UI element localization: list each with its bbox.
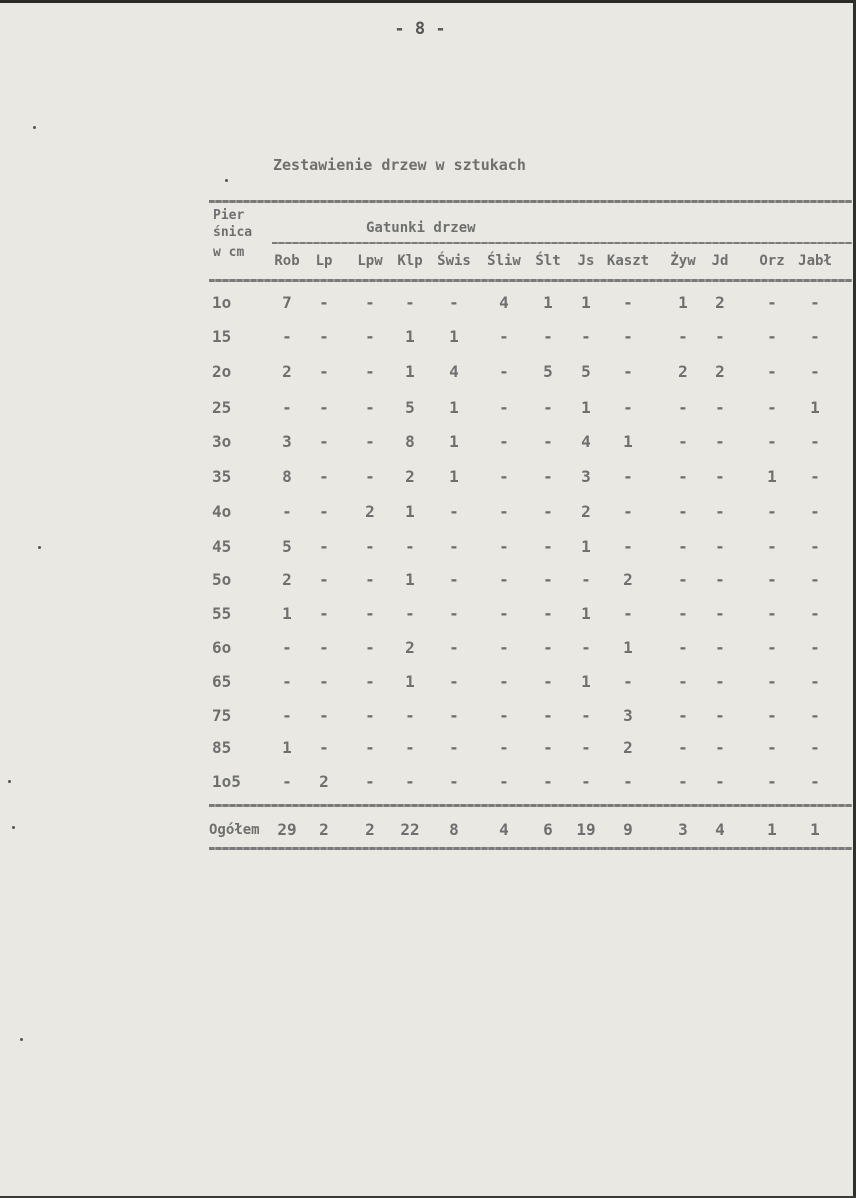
table-cell: 1 bbox=[581, 537, 591, 556]
table-cell: - bbox=[319, 738, 329, 757]
table-cell: - bbox=[810, 706, 820, 725]
table-cell: - bbox=[678, 327, 688, 346]
table-top-rule bbox=[209, 200, 852, 203]
table-cell: - bbox=[623, 604, 633, 623]
table-cell: - bbox=[715, 738, 725, 757]
table-cell: - bbox=[810, 604, 820, 623]
table-cell: - bbox=[319, 293, 329, 312]
table-cell: - bbox=[543, 432, 553, 451]
table-cell: 2 bbox=[678, 362, 688, 381]
table-cell: - bbox=[767, 293, 777, 312]
table-cell: - bbox=[365, 638, 375, 657]
table-bottom-rule bbox=[209, 847, 852, 850]
table-cell: - bbox=[715, 638, 725, 657]
table-cell: - bbox=[449, 293, 459, 312]
table-cell: - bbox=[449, 604, 459, 623]
diameter-header-line: śnica bbox=[213, 225, 253, 240]
table-cell: - bbox=[319, 467, 329, 486]
table-cell: - bbox=[319, 502, 329, 521]
table-cell: - bbox=[499, 537, 509, 556]
table-cell: 2 bbox=[715, 362, 725, 381]
species-column-header: Kaszt bbox=[606, 253, 650, 269]
totals-cell: 8 bbox=[449, 820, 459, 839]
table-cell: - bbox=[499, 502, 509, 521]
table-cell: - bbox=[282, 398, 292, 417]
species-column-header: Lpw bbox=[357, 253, 383, 269]
table-cell: - bbox=[365, 706, 375, 725]
table-cell: - bbox=[767, 327, 777, 346]
species-column-header: Klp bbox=[397, 253, 423, 269]
table-cell: 1 bbox=[767, 467, 777, 486]
table-cell: - bbox=[678, 738, 688, 757]
table-cell: - bbox=[449, 502, 459, 521]
table-cell: - bbox=[810, 570, 820, 589]
species-column-header: Lp bbox=[315, 253, 333, 269]
table-cell: 5 bbox=[581, 362, 591, 381]
diameter-cell: 25 bbox=[212, 398, 232, 417]
table-cell: 1 bbox=[581, 672, 591, 691]
table-cell: - bbox=[767, 537, 777, 556]
table-cell: - bbox=[449, 537, 459, 556]
totals-cell: 22 bbox=[400, 820, 420, 839]
totals-cell: 1 bbox=[767, 820, 777, 839]
table-cell: - bbox=[623, 362, 633, 381]
table-cell: 1 bbox=[405, 502, 415, 521]
table-cell: - bbox=[319, 537, 329, 556]
table-cell: - bbox=[405, 738, 415, 757]
table-cell: - bbox=[623, 293, 633, 312]
totals-cell: 2 bbox=[319, 820, 329, 839]
table-cell: - bbox=[810, 432, 820, 451]
table-cell: - bbox=[365, 293, 375, 312]
table-cell: - bbox=[543, 772, 553, 791]
table-cell: - bbox=[581, 638, 591, 657]
table-cell: - bbox=[678, 398, 688, 417]
table-cell: - bbox=[678, 502, 688, 521]
diameter-cell: 6o bbox=[212, 638, 232, 657]
table-cell: - bbox=[499, 398, 509, 417]
table-cell: - bbox=[810, 638, 820, 657]
table-cell: - bbox=[365, 672, 375, 691]
table-cell: - bbox=[319, 638, 329, 657]
table-cell: - bbox=[319, 570, 329, 589]
table-cell: 1 bbox=[581, 604, 591, 623]
totals-cell: 3 bbox=[678, 820, 688, 839]
table-cell: - bbox=[499, 638, 509, 657]
table-cell: - bbox=[543, 604, 553, 623]
table-cell: - bbox=[319, 604, 329, 623]
diameter-header-line: w cm bbox=[213, 245, 245, 260]
table-cell: 4 bbox=[449, 362, 459, 381]
table-cell: - bbox=[810, 537, 820, 556]
table-cell: 2 bbox=[282, 570, 292, 589]
table-cell: - bbox=[623, 672, 633, 691]
table-cell: - bbox=[623, 502, 633, 521]
table-cell: 8 bbox=[405, 432, 415, 451]
header-bottom-rule bbox=[209, 279, 852, 282]
table-cell: - bbox=[715, 570, 725, 589]
table-cell: - bbox=[767, 570, 777, 589]
table-cell: 1 bbox=[810, 398, 820, 417]
table-cell: - bbox=[715, 604, 725, 623]
table-cell: - bbox=[810, 293, 820, 312]
table-cell: - bbox=[543, 672, 553, 691]
table-cell: - bbox=[810, 362, 820, 381]
table-cell: - bbox=[767, 398, 777, 417]
table-cell: - bbox=[499, 327, 509, 346]
table-cell: - bbox=[543, 537, 553, 556]
table-cell: 1 bbox=[623, 638, 633, 657]
table-cell: - bbox=[365, 398, 375, 417]
table-cell: 5 bbox=[282, 537, 292, 556]
table-cell: 2 bbox=[282, 362, 292, 381]
table-cell: 2 bbox=[623, 570, 633, 589]
table-cell: - bbox=[282, 638, 292, 657]
table-cell: 3 bbox=[623, 706, 633, 725]
species-column-header: Rob bbox=[274, 253, 300, 269]
table-cell: - bbox=[715, 706, 725, 725]
table-cell: 2 bbox=[405, 638, 415, 657]
table-cell: - bbox=[405, 706, 415, 725]
table-cell: 1 bbox=[678, 293, 688, 312]
table-cell: - bbox=[499, 362, 509, 381]
table-cell: - bbox=[678, 672, 688, 691]
table-cell: 1 bbox=[449, 398, 459, 417]
diameter-cell: 4o bbox=[212, 502, 232, 521]
diameter-cell: 75 bbox=[212, 706, 232, 725]
table-cell: - bbox=[767, 502, 777, 521]
table-cell: - bbox=[282, 327, 292, 346]
table-cell: - bbox=[365, 738, 375, 757]
table-cell: - bbox=[715, 398, 725, 417]
species-group-label: Gatunki drzew bbox=[366, 220, 476, 236]
table-cell: - bbox=[810, 738, 820, 757]
table-cell: 5 bbox=[405, 398, 415, 417]
table-cell: - bbox=[715, 467, 725, 486]
table-cell: - bbox=[365, 362, 375, 381]
table-cell: 4 bbox=[581, 432, 591, 451]
table-cell: - bbox=[678, 570, 688, 589]
table-cell: - bbox=[543, 738, 553, 757]
species-column-header: Świs bbox=[437, 253, 471, 269]
diameter-cell: 85 bbox=[212, 738, 232, 757]
table-cell: - bbox=[365, 327, 375, 346]
species-column-header: Jd bbox=[711, 253, 729, 269]
table-cell: - bbox=[449, 570, 459, 589]
totals-cell: 4 bbox=[499, 820, 509, 839]
table-cell: - bbox=[449, 772, 459, 791]
table-cell: - bbox=[449, 672, 459, 691]
table-cell: - bbox=[319, 327, 329, 346]
table-cell: - bbox=[543, 638, 553, 657]
table-cell: - bbox=[499, 672, 509, 691]
table-cell: - bbox=[543, 327, 553, 346]
species-column-header: Ślt bbox=[535, 253, 561, 269]
table-cell: 1 bbox=[405, 362, 415, 381]
table-cell: 1 bbox=[282, 738, 292, 757]
table-cell: - bbox=[810, 672, 820, 691]
table-cell: 1 bbox=[543, 293, 553, 312]
table-cell: - bbox=[767, 706, 777, 725]
table-cell: - bbox=[623, 537, 633, 556]
table-cell: 3 bbox=[581, 467, 591, 486]
table-cell: - bbox=[449, 738, 459, 757]
table-cell: - bbox=[678, 432, 688, 451]
table-cell: 2 bbox=[405, 467, 415, 486]
table-cell: - bbox=[581, 327, 591, 346]
page-edge-top bbox=[0, 0, 856, 3]
totals-cell: 2 bbox=[365, 820, 375, 839]
table-cell: 1 bbox=[581, 398, 591, 417]
totals-cell: 4 bbox=[715, 820, 725, 839]
table-cell: - bbox=[499, 467, 509, 486]
table-cell: - bbox=[499, 604, 509, 623]
diameter-cell: 5o bbox=[212, 570, 232, 589]
table-cell: - bbox=[623, 327, 633, 346]
table-cell: - bbox=[405, 772, 415, 791]
table-cell: 2 bbox=[365, 502, 375, 521]
table-cell: - bbox=[405, 293, 415, 312]
table-cell: 2 bbox=[623, 738, 633, 757]
table-cell: - bbox=[499, 570, 509, 589]
table-cell: - bbox=[767, 362, 777, 381]
table-cell: - bbox=[623, 772, 633, 791]
table-cell: 1 bbox=[405, 672, 415, 691]
table-cell: - bbox=[319, 672, 329, 691]
table-cell: - bbox=[678, 706, 688, 725]
table-cell: - bbox=[319, 362, 329, 381]
table-cell: - bbox=[678, 638, 688, 657]
table-cell: 1 bbox=[282, 604, 292, 623]
diameter-cell: 1o bbox=[212, 293, 232, 312]
table-cell: - bbox=[405, 604, 415, 623]
table-cell: - bbox=[543, 502, 553, 521]
table-cell: 1 bbox=[581, 293, 591, 312]
table-cell: 2 bbox=[581, 502, 591, 521]
table-cell: - bbox=[365, 537, 375, 556]
table-cell: - bbox=[282, 672, 292, 691]
diameter-cell: 1o5 bbox=[212, 772, 241, 791]
table-cell: - bbox=[449, 638, 459, 657]
table-cell: 1 bbox=[405, 327, 415, 346]
totals-cell: 1 bbox=[810, 820, 820, 839]
table-cell: 4 bbox=[499, 293, 509, 312]
table-cell: - bbox=[715, 672, 725, 691]
table-cell: - bbox=[715, 502, 725, 521]
table-cell: - bbox=[319, 432, 329, 451]
table-cell: - bbox=[499, 772, 509, 791]
species-column-header: Żyw bbox=[670, 253, 696, 269]
table-cell: - bbox=[282, 772, 292, 791]
table-cell: - bbox=[810, 327, 820, 346]
table-cell: - bbox=[678, 467, 688, 486]
table-cell: - bbox=[810, 467, 820, 486]
table-cell: - bbox=[581, 706, 591, 725]
species-column-header: Orz bbox=[759, 253, 785, 269]
table-cell: - bbox=[282, 706, 292, 725]
diameter-cell: 65 bbox=[212, 672, 232, 691]
page-number: - 8 - bbox=[394, 19, 446, 39]
diameter-cell: 15 bbox=[212, 327, 232, 346]
table-cell: - bbox=[543, 570, 553, 589]
table-cell: - bbox=[767, 432, 777, 451]
table-cell: 1 bbox=[449, 467, 459, 486]
table-cell: - bbox=[499, 706, 509, 725]
totals-top-rule bbox=[209, 804, 852, 807]
diameter-cell: 2o bbox=[212, 362, 232, 381]
table-cell: - bbox=[499, 432, 509, 451]
totals-cell: 19 bbox=[576, 820, 596, 839]
table-cell: - bbox=[581, 772, 591, 791]
diameter-header-line: Pier bbox=[213, 208, 245, 223]
diameter-cell: 3o bbox=[212, 432, 232, 451]
table-cell: - bbox=[767, 672, 777, 691]
table-cell: - bbox=[405, 537, 415, 556]
table-cell: - bbox=[365, 570, 375, 589]
table-cell: 7 bbox=[282, 293, 292, 312]
table-cell: - bbox=[319, 706, 329, 725]
table-cell: - bbox=[449, 706, 459, 725]
totals-cell: 6 bbox=[543, 820, 553, 839]
table-cell: - bbox=[678, 772, 688, 791]
table-cell: - bbox=[678, 604, 688, 623]
species-column-header: Śliw bbox=[487, 253, 521, 269]
table-cell: 2 bbox=[715, 293, 725, 312]
table-cell: - bbox=[715, 772, 725, 791]
diameter-cell: 35 bbox=[212, 467, 232, 486]
table-cell: 2 bbox=[319, 772, 329, 791]
group-underline bbox=[272, 242, 852, 244]
table-cell: - bbox=[543, 398, 553, 417]
table-cell: - bbox=[678, 537, 688, 556]
table-cell: 1 bbox=[623, 432, 633, 451]
table-cell: - bbox=[499, 738, 509, 757]
table-cell: - bbox=[319, 398, 329, 417]
table-cell: - bbox=[715, 537, 725, 556]
diameter-cell: 55 bbox=[212, 604, 232, 623]
table-cell: - bbox=[282, 502, 292, 521]
table-cell: - bbox=[715, 432, 725, 451]
table-cell: - bbox=[810, 502, 820, 521]
totals-cell: 9 bbox=[623, 820, 633, 839]
table-cell: - bbox=[365, 432, 375, 451]
table-cell: - bbox=[365, 467, 375, 486]
table-cell: - bbox=[581, 738, 591, 757]
species-column-header: Jabł bbox=[798, 253, 832, 269]
table-cell: - bbox=[543, 467, 553, 486]
table-cell: 1 bbox=[449, 327, 459, 346]
table-cell: - bbox=[767, 604, 777, 623]
table-cell: - bbox=[365, 604, 375, 623]
table-cell: - bbox=[767, 772, 777, 791]
table-cell: - bbox=[623, 398, 633, 417]
table-cell: - bbox=[715, 327, 725, 346]
table-cell: - bbox=[767, 738, 777, 757]
table-cell: - bbox=[365, 772, 375, 791]
table-cell: 1 bbox=[405, 570, 415, 589]
table-cell: 1 bbox=[449, 432, 459, 451]
table-cell: - bbox=[543, 706, 553, 725]
diameter-cell: 45 bbox=[212, 537, 232, 556]
table-cell: 8 bbox=[282, 467, 292, 486]
table-cell: - bbox=[623, 467, 633, 486]
table-cell: - bbox=[581, 570, 591, 589]
species-column-header: Js bbox=[577, 253, 595, 269]
table-cell: - bbox=[767, 638, 777, 657]
totals-cell: 29 bbox=[277, 820, 297, 839]
table-cell: 5 bbox=[543, 362, 553, 381]
table-cell: - bbox=[810, 772, 820, 791]
page-title: Zestawienie drzew w sztukach bbox=[273, 156, 526, 174]
totals-label: Ogółem bbox=[209, 822, 260, 838]
table-cell: 3 bbox=[282, 432, 292, 451]
